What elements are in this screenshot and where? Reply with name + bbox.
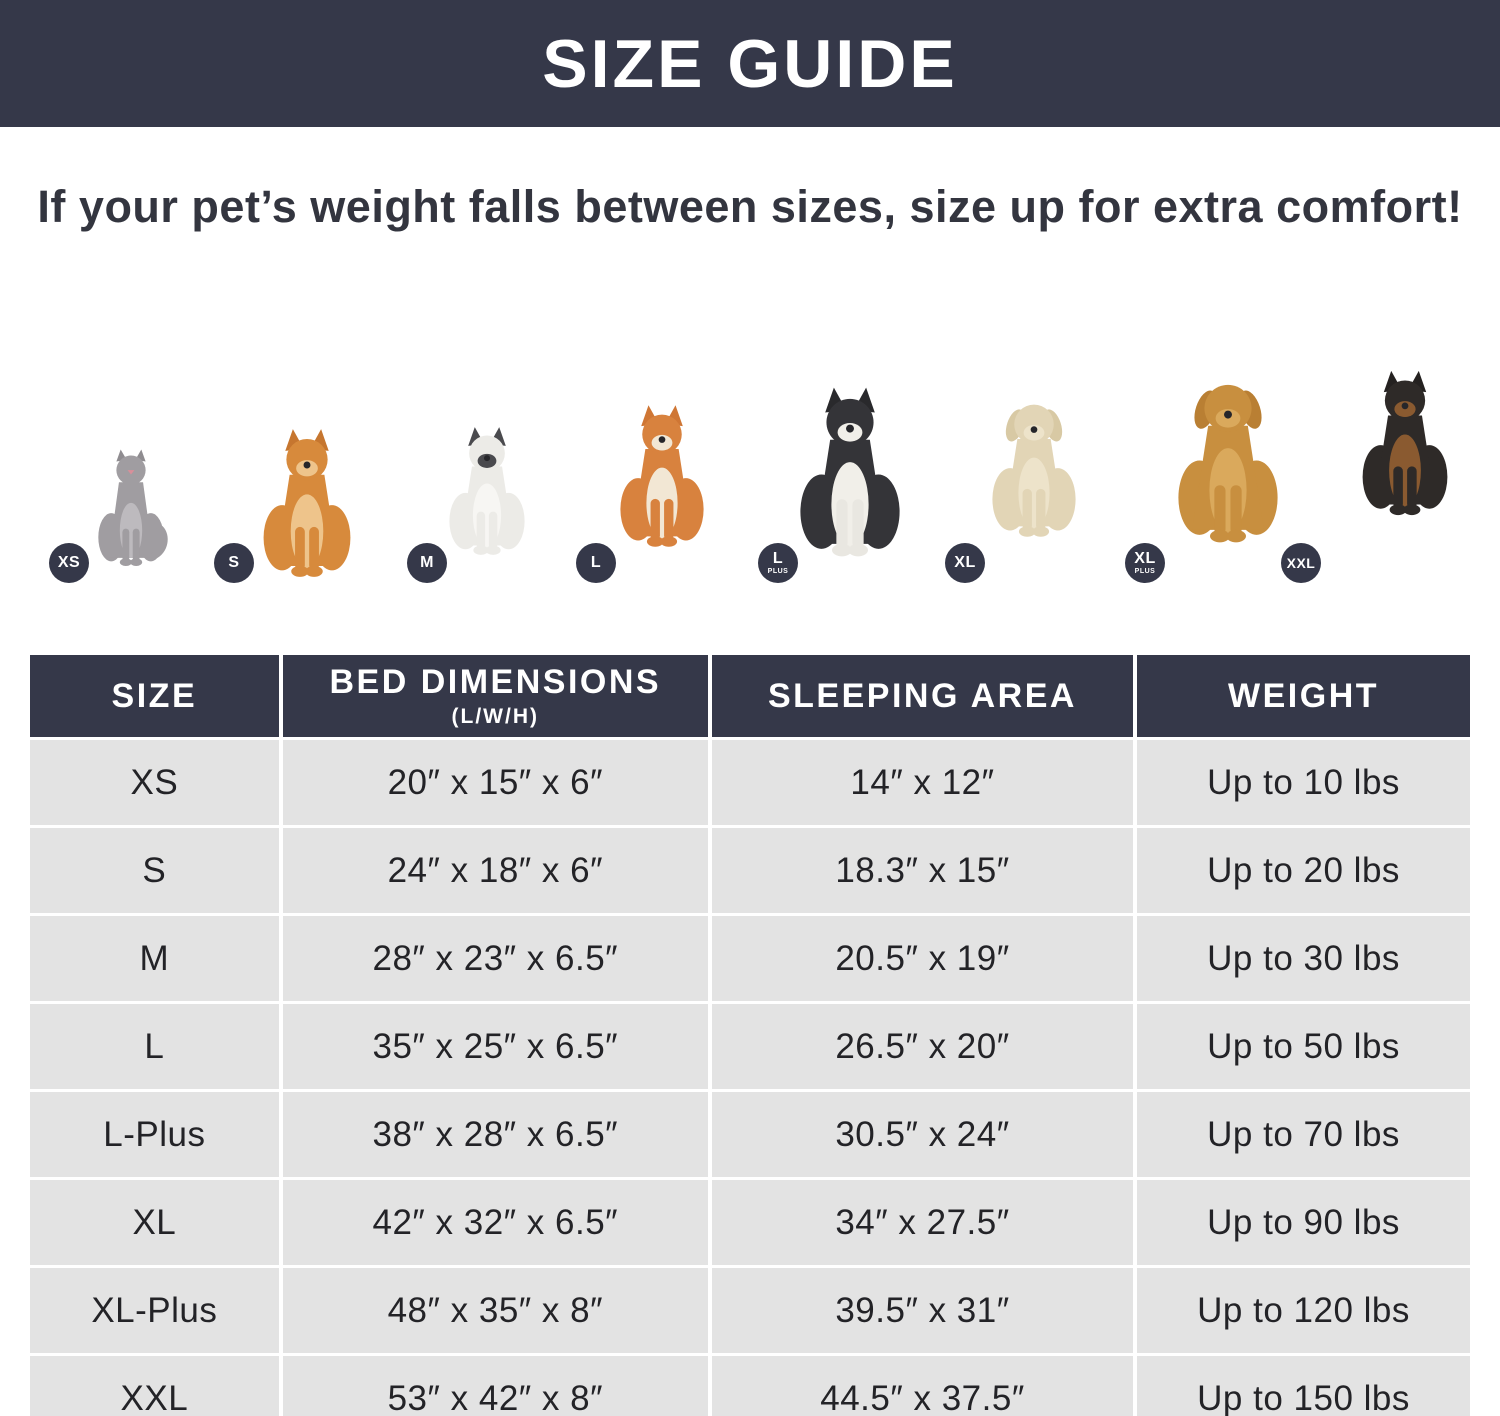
table-cell: 18.3″ x 15″ — [712, 828, 1133, 913]
pet-doberman — [1352, 307, 1458, 579]
size-badge-l-plus — [758, 543, 798, 583]
dog-silhouette-icon — [788, 365, 912, 579]
column-header-bed-dimensions — [283, 655, 708, 737]
table-cell-size: XL — [30, 1180, 279, 1265]
size-table-grid — [30, 655, 1470, 1416]
pet-shiba-inu — [610, 373, 714, 579]
table-cell: Up to 20 lbs — [1137, 828, 1470, 913]
header-bar — [0, 0, 1500, 127]
table-cell: 38″ x 28″ x 6.5″ — [283, 1092, 708, 1177]
column-header-size — [30, 655, 279, 737]
table-cell: Up to 50 lbs — [1137, 1004, 1470, 1089]
size-badge-label: L — [772, 550, 784, 567]
size-badge-sublabel: PLUS — [1134, 568, 1156, 575]
table-cell: Up to 120 lbs — [1137, 1268, 1470, 1353]
column-header-sleeping-area — [712, 655, 1133, 737]
dog-silhouette-icon — [252, 427, 362, 579]
table-cell-size: S — [30, 828, 279, 913]
size-badge-label: S — [228, 554, 240, 571]
pet-golden-retriever — [1166, 337, 1290, 579]
size-badge-m — [407, 543, 447, 583]
table-cell: Up to 10 lbs — [1137, 740, 1470, 825]
cat-silhouette-icon — [88, 437, 174, 579]
pet-labrador — [982, 353, 1086, 579]
table-cell: Up to 30 lbs — [1137, 916, 1470, 1001]
size-badge-label: L — [590, 554, 602, 571]
size-badge-sublabel: PLUS — [767, 568, 789, 575]
size-badge-xl-plus — [1125, 543, 1165, 583]
size-badge-label: M — [420, 554, 434, 571]
table-cell: 20.5″ x 19″ — [712, 916, 1133, 1001]
table-cell: Up to 70 lbs — [1137, 1092, 1470, 1177]
size-badge-label: XXL — [1286, 555, 1316, 571]
table-cell: 24″ x 18″ x 6″ — [283, 828, 708, 913]
table-cell: 42″ x 32″ x 6.5″ — [283, 1180, 708, 1265]
size-badge-label: XL — [1134, 550, 1156, 567]
table-cell-size: L — [30, 1004, 279, 1089]
pet-pomeranian — [252, 427, 362, 579]
dog-silhouette-icon — [982, 353, 1086, 579]
size-badge-s — [214, 543, 254, 583]
table-cell: 34″ x 27.5″ — [712, 1180, 1133, 1265]
table-cell-size: XS — [30, 740, 279, 825]
column-header-subnote: (L/W/H) — [451, 705, 540, 728]
subtitle-text: If your pet’s weight falls between sizes, size up for extra comfort! — [37, 181, 1463, 232]
table-cell: 26.5″ x 20″ — [712, 1004, 1133, 1089]
column-header-weight — [1137, 655, 1470, 737]
column-header-label: WEIGHT — [1228, 676, 1380, 715]
table-cell: 44.5″ x 37.5″ — [712, 1356, 1133, 1416]
pet-french-bulldog — [440, 403, 534, 579]
dog-silhouette-icon — [440, 403, 534, 579]
size-badge-xl — [945, 543, 985, 583]
table-cell-size: M — [30, 916, 279, 1001]
table-cell: Up to 90 lbs — [1137, 1180, 1470, 1265]
table-cell-size: XXL — [30, 1356, 279, 1416]
size-badge-xxl — [1281, 543, 1321, 583]
size-badge-label: XL — [954, 554, 976, 571]
table-cell: 53″ x 42″ x 8″ — [283, 1356, 708, 1416]
page-title: SIZE GUIDE — [542, 25, 958, 102]
table-cell: 35″ x 25″ x 6.5″ — [283, 1004, 708, 1089]
table-cell: 20″ x 15″ x 6″ — [283, 740, 708, 825]
column-header-label: SLEEPING AREA — [767, 676, 1077, 715]
size-badge-label: XS — [57, 554, 81, 571]
table-cell: 28″ x 23″ x 6.5″ — [283, 916, 708, 1001]
dog-silhouette-icon — [1166, 337, 1290, 579]
size-badge-l — [576, 543, 616, 583]
table-cell: 14″ x 12″ — [712, 740, 1133, 825]
size-badge-xs — [49, 543, 89, 583]
table-cell-size: L-Plus — [30, 1092, 279, 1177]
pet-border-collie — [788, 365, 912, 579]
table-cell: Up to 150 lbs — [1137, 1356, 1470, 1416]
table-cell: 48″ x 35″ x 8″ — [283, 1268, 708, 1353]
table-cell: 30.5″ x 24″ — [712, 1092, 1133, 1177]
column-header-label: SIZE — [111, 676, 198, 715]
table-cell-size: XL-Plus — [30, 1268, 279, 1353]
column-header-label: BED DIMENSIONS — [329, 663, 662, 701]
dog-silhouette-icon — [1352, 307, 1458, 579]
table-cell: 39.5″ x 31″ — [712, 1268, 1133, 1353]
pet-cat — [88, 437, 174, 579]
pet-size-comparison-row — [0, 295, 1500, 585]
dog-silhouette-icon — [610, 373, 714, 579]
size-guide-table — [30, 655, 1470, 1416]
